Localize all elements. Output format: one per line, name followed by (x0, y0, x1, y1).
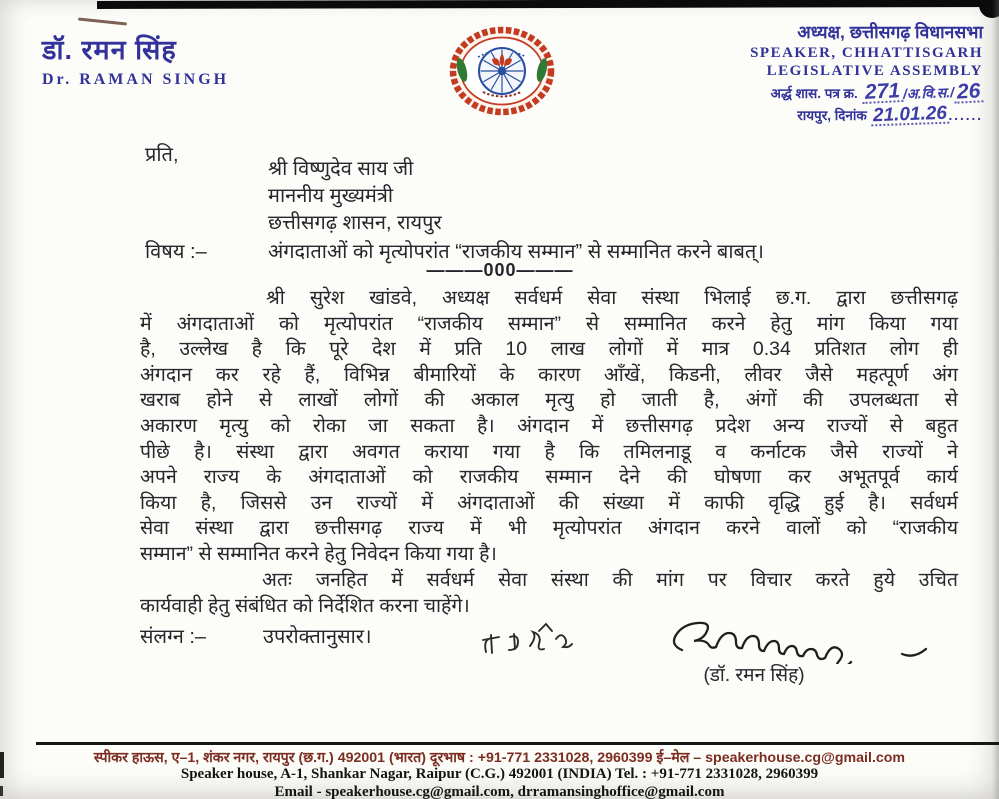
scan-edge-right (992, 0, 999, 799)
office-title-english-2: LEGISLATIVE ASSEMBLY (766, 63, 983, 79)
body-paragraph-2 (140, 568, 958, 619)
recipient-salutation: प्रति, (145, 144, 179, 166)
body-line: अतः जनहित में सर्वधर्म सेवा संस्था की मांग पर विचार करते हुये उचित (262, 569, 958, 591)
reference-year-handwritten: 26 (953, 82, 983, 104)
body-line: पीछे है। संस्था द्वारा अवगत कराया गया है कि तमिलनाडू व कर्नाटक जैसे राज्यों ने (140, 440, 958, 463)
letterhead-right (750, 20, 983, 125)
date-line (750, 102, 983, 127)
reference-label: अर्द्ध शास. पत्र क्र. (770, 86, 858, 101)
body-line: किया है, जिससे उन राज्यों में अंगदाताओं की संख्या में काफी वृद्धि हुई है। सर्वधर्म (140, 491, 958, 514)
office-title-english-1: SPEAKER, CHHATTISGARH (750, 45, 983, 61)
body-line: सम्मान” से सम्मानित करने हेतु निवेदन किया गया है। (140, 542, 497, 565)
body-line: अंगदान कर रहे हैं, विभिन्न बीमारियों के कारण आँखें, किडनी, लीवर जैसे महत्पूर्ण अंग (140, 363, 958, 386)
date-label: रायपुर, दिनांक (797, 108, 867, 123)
scan-edge-top (97, 0, 999, 9)
reference-middle-handwritten: /अ.वि.स./ (902, 84, 954, 102)
body-paragraph-1 (140, 286, 958, 568)
signatory-name: (डॉ. रमन सिंह) (703, 665, 805, 686)
reference-number-handwritten: 271 (861, 82, 903, 104)
date-dotted-line: ...... (948, 108, 983, 123)
footer-address-hindi: स्पीकर हाऊस, ए–1, शंकर नगर, रायपुर (छ.ग.) 492001 (भारत) दूरभाष : +91-771 2331028, 2960399 ई–मेल – speakerhouse.cg@gmail.com (93, 750, 906, 766)
recipient-line: श्री विष्णुदेव साय जी (268, 158, 414, 180)
body-line: श्री सुरेश खांडवे, अध्यक्ष सर्वधर्म सेवा संस्था भिलाई छ.ग. द्वारा छत्तीसगढ़ (266, 287, 958, 309)
office-title-hindi: अध्यक्ष, छत्तीसगढ़ विधानसभा (797, 22, 983, 42)
enclosure-value: उपरोक्तानुसार। (263, 626, 372, 648)
assembly-emblem-icon (448, 24, 556, 122)
footer-email-line: Email - speakerhouse.cg@gmail.com, drramansinghoffice@gmail.com (274, 784, 725, 799)
recipient-line: माननीय मुख्यमंत्री (268, 185, 394, 207)
footer-rule (36, 742, 999, 745)
recipient-address-block (268, 156, 442, 237)
sender-name-english: Dr. RAMAN SINGH (42, 71, 230, 88)
body-line: अपने राज्य के अंगदाताओं को राजकीय सम्मान देने की घोषणा कर अभूतपूर्व कार्य (140, 466, 958, 489)
body-line: अकारण मृत्यु को रोका जा सकता है। अंगदान में छत्तीसगढ़ प्रदेश अन्य राज्यों से बहुत (140, 414, 958, 437)
subject-label: विषय :– (145, 241, 207, 263)
letterhead-left (42, 30, 229, 89)
sender-name-hindi: डॉ. रमन सिंह (42, 35, 177, 65)
countersign-initials (480, 622, 575, 662)
body-line: कार्यवाही हेतु संबंधित को निर्देशित करना चाहेंगे। (140, 594, 470, 617)
subject-text: अंगदाताओं को मृत्योपरांत “राजकीय सम्मान” से सम्मानित करने बाबत्। (268, 241, 764, 263)
subject-divider: ———000——— (426, 260, 574, 280)
enclosure-label: संलग्न :– (140, 626, 207, 648)
body-line: खराब होने से लाखों लोगों की अकाल मृत्यु हो जाती है, अंगों की उपलब्धता से (140, 389, 958, 412)
date-handwritten: 21.01.26 (872, 102, 947, 127)
reference-number-line (750, 79, 983, 104)
recipient-line: छत्तीसगढ़ शासन, रायपुर (268, 212, 442, 234)
pen-stray-mark (78, 17, 127, 25)
body-line: है, उल्लेख है कि पूरे देश में प्रति 10 लाख लोगों में मात्र 0.34 प्रतिशत लोग ही (140, 338, 958, 361)
signature-scribble (662, 614, 930, 664)
body-line: सेवा संस्था द्वारा छत्तीसगढ़ राज्य में भी मृत्योपरांत अंगदान करने वालों को “राजकीय (140, 517, 958, 540)
body-line: में अंगदाताओं को मृत्योपरांत “राजकीय सम्मान” से सम्मानित करने हेतु मांग किया गया (140, 312, 958, 335)
footer-address-english: Speaker house, A-1, Shankar Nagar, Raipur (C.G.) 492001 (INDIA) Tel. : +91-771 2331028, 2960399 (180, 766, 819, 782)
